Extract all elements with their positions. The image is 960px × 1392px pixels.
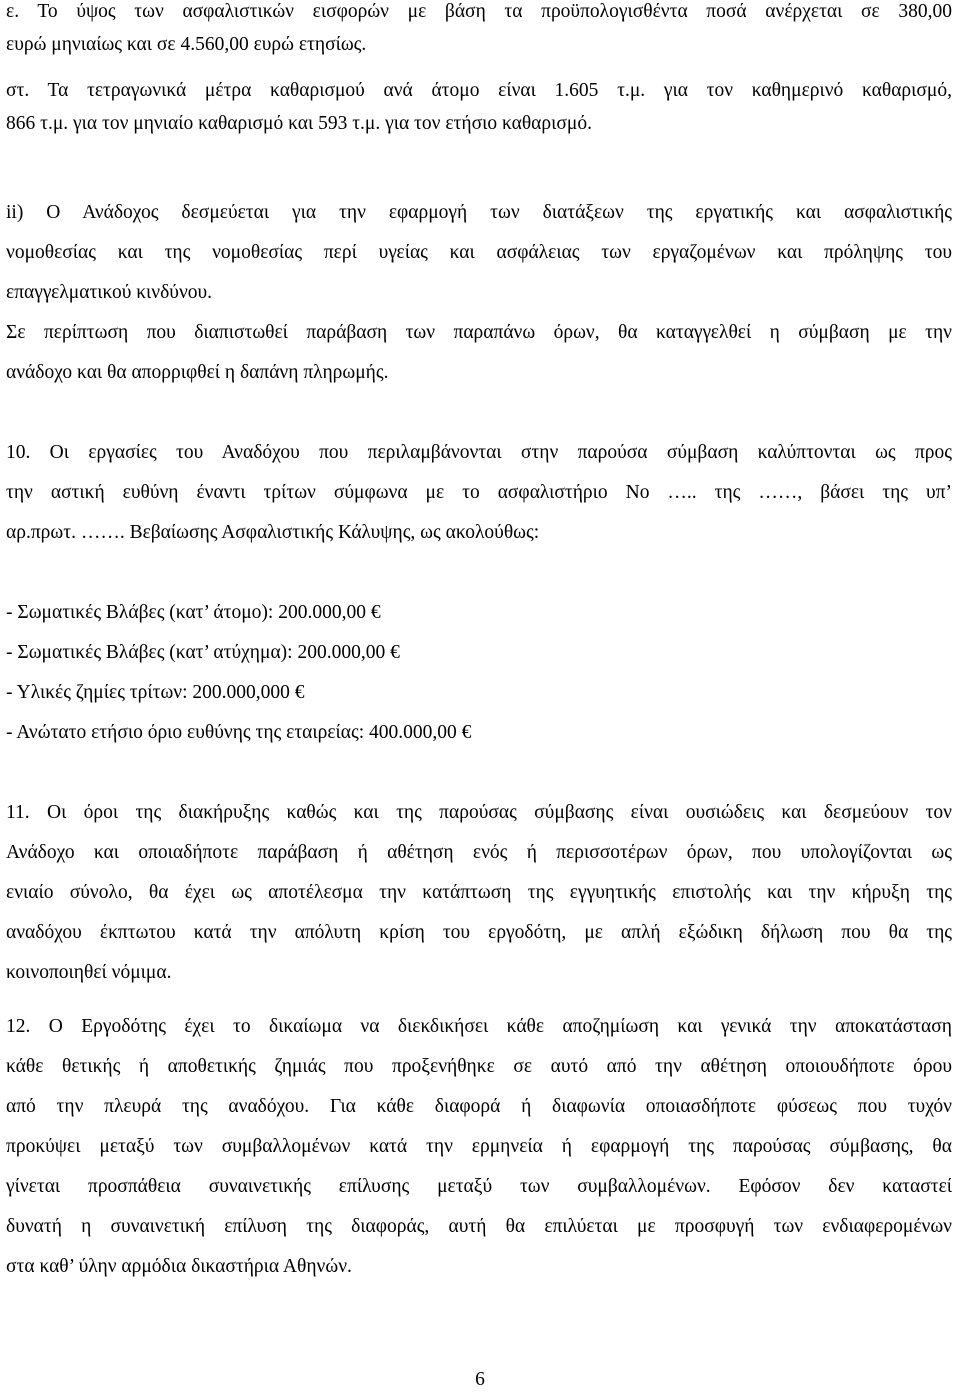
section-e-line-2: ευρώ μηνιαίως και σε 4.560,00 ευρώ ετησίως. — [6, 34, 367, 55]
section-e-line-1: ε. Το ύψος των ασφαλιστικών εισφορών με βάση τα προϋπολογισθέντα ποσά ανέρχεται σε 380,00 — [6, 1, 952, 22]
section-11-line-3: ενιαίο σύνολο, θα έχει ως αποτέλεσμα την κατάπτωση της εγγυητικής επιστολής και την κήρυξη της — [6, 882, 952, 903]
breach-line-2: ανάδοχο και θα απορριφθεί η δαπάνη πληρωμής. — [6, 362, 389, 383]
section-10-line-1: 10. Οι εργασίες του Αναδόχου που περιλαμβάνονται στην παρούσα σύμβαση καλύπτονται ως προς — [6, 442, 952, 463]
section-12-line-2: κάθε θετικής ή αποθετικής ζημιάς που προξενήθηκε σε αυτό από την αθέτηση οποιουδήποτε όρου — [6, 1056, 952, 1077]
section-11-line-2: Ανάδοχο και οποιαδήποτε παράβαση ή αθέτηση ενός ή περισσοτέρων όρων, που υπολογίζονται ως — [6, 842, 952, 863]
section-11-line-5: κοινοποιηθεί νόμιμα. — [6, 962, 172, 983]
section-11-line-1: 11. Οι όροι της διακήρυξης καθώς και της παρούσας σύμβασης είναι ουσιώδεις και δεσμεύουν τον — [6, 802, 952, 823]
coverage-item-property-damage: - Υλικές ζημίες τρίτων: 200.000,000 € — [6, 682, 305, 703]
section-12-line-6: δυνατή η συναινετική επίλυση της διαφοράς, αυτή θα επιλύεται με προσφυγή των ενδιαφερομένων — [6, 1216, 952, 1237]
coverage-item-bodily-per-person: - Σωματικές Βλάβες (κατ’ άτομο): 200.000,00 € — [6, 602, 381, 623]
section-12-line-4: προκύψει μεταξύ των συμβαλλομένων κατά την ερμηνεία ή εφαρμογή της παρούσας σύμβασης, θα — [6, 1136, 952, 1157]
section-12-line-7: στα καθ’ ύλην αρμόδια δικαστήρια Αθηνών. — [6, 1256, 352, 1277]
page-number: 6 — [475, 1369, 485, 1390]
section-12-line-1: 12. Ο Εργοδότης έχει το δικαίωμα να διεκδικήσει κάθε αποζημίωση και γενικά την αποκατάσταση — [6, 1016, 952, 1037]
section-12-line-5: γίνεται προσπάθεια συναινετικής επίλυσης μεταξύ των συμβαλλομένων. Εφόσον δεν καταστεί — [6, 1176, 952, 1197]
section-ii-line-2: νομοθεσίας και της νομοθεσίας περί υγείας και ασφάλειας των εργαζομένων και πρόληψης του — [6, 242, 952, 263]
section-12-line-3: από την πλευρά της αναδόχου. Για κάθε διαφορά ή διαφωνία οποιασδήποτε φύσεως που τυχόν — [6, 1096, 952, 1117]
section-10-line-3: αρ.πρωτ. ……. Βεβαίωσης Ασφαλιστικής Κάλυψης, ως ακολούθως: — [6, 522, 540, 543]
section-11-line-4: αναδόχου έκπτωτου κατά την απόλυτη κρίση του εργοδότη, με απλή εξώδικη δήλωση που θα της — [6, 922, 952, 943]
section-ii-line-1: ii) Ο Ανάδοχος δεσμεύεται για την εφαρμογή των διατάξεων της εργατικής και ασφαλιστικής — [6, 202, 952, 223]
coverage-item-bodily-per-accident: - Σωματικές Βλάβες (κατ’ ατύχημα): 200.000,00 € — [6, 642, 400, 663]
breach-line-1: Σε περίπτωση που διαπιστωθεί παράβαση των παραπάνω όρων, θα καταγγελθεί η σύμβαση με την — [6, 322, 952, 343]
section-ii-line-3: επαγγελματικού κινδύνου. — [6, 282, 213, 303]
section-10-line-2: την αστική ευθύνη έναντι τρίτων σύμφωνα με το ασφαλιστήριο Νο ….. της ……, βάσει της υπ’ — [6, 482, 952, 503]
section-st-line-1: στ. Τα τετραγωνικά μέτρα καθαρισμού ανά άτομο είναι 1.605 τ.μ. για τον καθημερινό καθαρισμό, — [6, 80, 952, 101]
coverage-item-annual-limit: - Ανώτατο ετήσιο όριο ευθύνης της εταιρείας: 400.000,00 € — [6, 722, 472, 743]
section-st-line-2: 866 τ.μ. για τον μηνιαίο καθαρισμό και 593 τ.μ. για τον ετήσιο καθαρισμό. — [6, 113, 592, 134]
